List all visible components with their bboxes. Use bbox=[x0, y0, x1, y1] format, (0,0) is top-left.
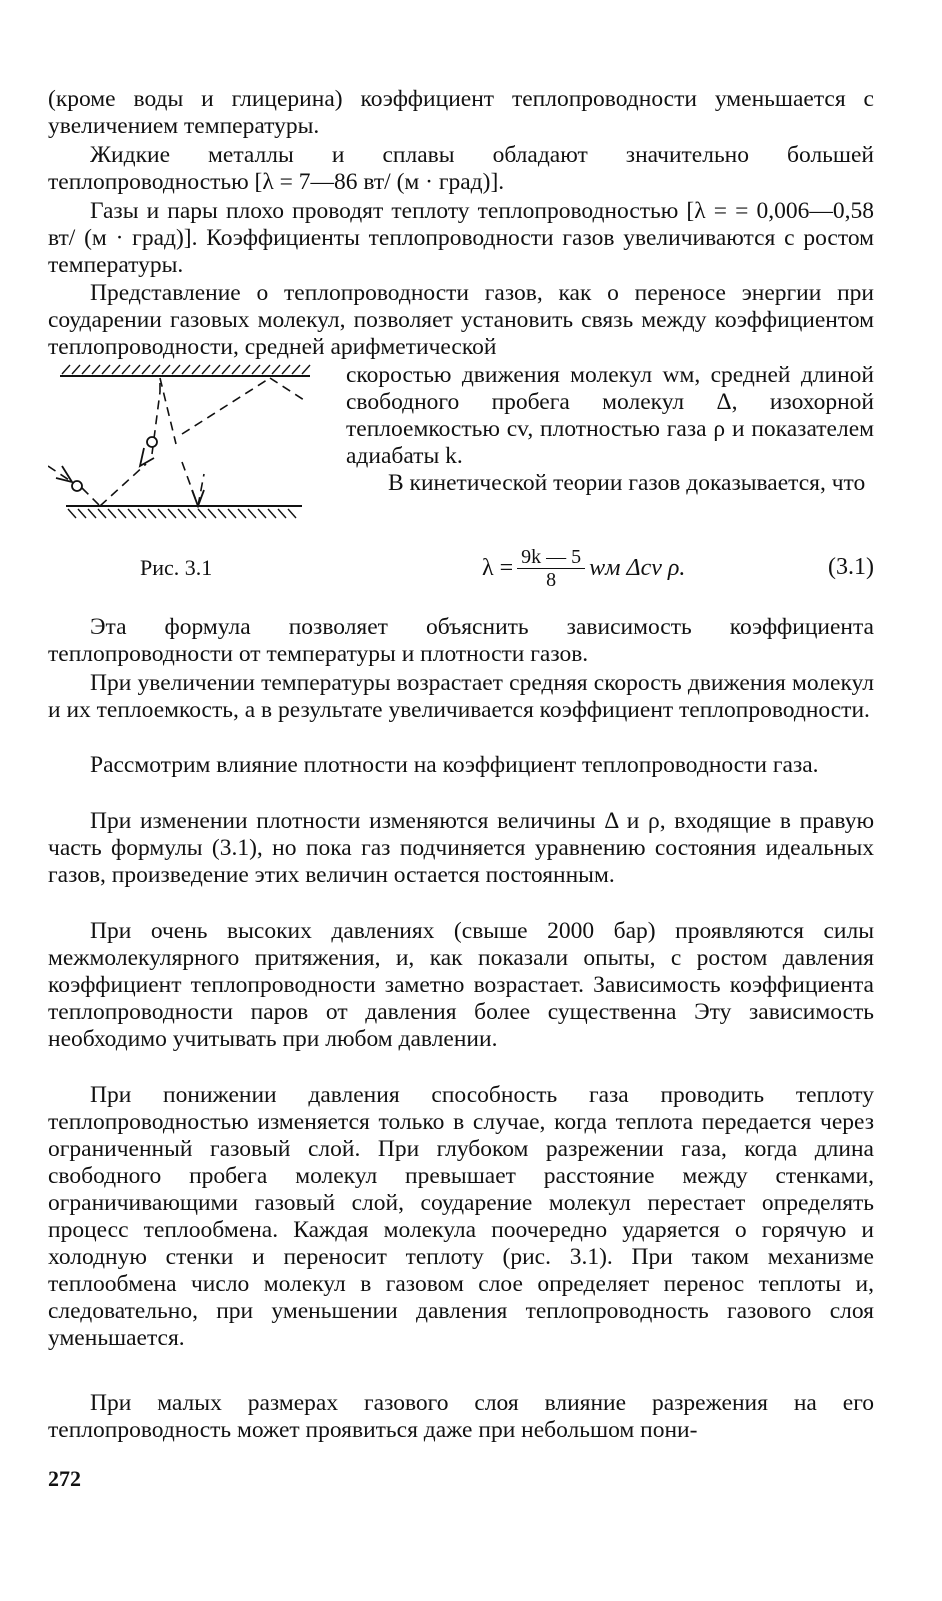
formula-denominator: 8 bbox=[546, 568, 557, 591]
paragraph-2: Жидкие металлы и сплавы обладают значительно большей теплопроводностью [λ = 7—86 вт/ (м · град)]. bbox=[48, 142, 874, 195]
molecule-wall-diagram bbox=[48, 362, 338, 532]
paragraph-11: При понижении давления способность газа проводить теплоту теплопроводностью изменяется только в случае, когда теплота передается через ограниченный газовый слой. При глубоком разрежении газа, когда длина свободного пробега молекул превышает расстояние между стенками, ограничивающими газовый слой, соударение молекул перестает определять процесс теплообмена. Каждая молекула поочередно ударяется о горячую и холодную стенки и переносит теплоту (рис. 3.1). При таком механизме теплообмена число молекул в газовом слое определяет перенос теплоты и, следовательно, при уменьшении давления теплопроводность газового слоя уменьшается. bbox=[48, 1082, 874, 1351]
figure-3-1 bbox=[48, 362, 338, 532]
paragraph-12: При малых размерах газового слоя влияние разрежения на его теплопроводность может проявиться даже при небольшом пони- bbox=[48, 1390, 874, 1443]
paragraph-5: В кинетической теории газов доказывается, что bbox=[388, 470, 866, 496]
paragraph-10: При очень высоких давлениях (свыше 2000 бар) проявляются силы межмолекулярного притяжения, и, как показали опыты, с ростом давления коэффициент теплопроводности заметно возрастает. Зависимость коэффициента теплопроводности паров от давления более существенна Эту зависимость необходимо учитывать при любом давлении. bbox=[48, 918, 874, 1052]
paragraph-3: Газы и пары плохо проводят теплоту теплопроводностью [λ = = 0,006—0,58 вт/ (м · град)]. Коэффициенты теплопроводности газов увеличиваются с ростом температуры. bbox=[48, 198, 874, 278]
paragraph-1: (кроме воды и глицерина) коэффициент теплопроводности уменьшается с увеличением температуры. bbox=[48, 86, 874, 139]
figure-caption: Рис. 3.1 bbox=[140, 555, 213, 580]
page-number: 272 bbox=[48, 1466, 81, 1491]
equation-number: (3.1) bbox=[828, 554, 874, 580]
paragraph-7: При увеличении температуры возрастает средняя скорость движения молекул и их теплоемкость, а в результате увеличивается коэффициент теплопроводности. bbox=[48, 670, 874, 723]
figure-side-text bbox=[346, 362, 874, 497]
formula-numerator: 9k — 5 bbox=[517, 546, 585, 569]
paragraph-6: Эта формула позволяет объяснить зависимость коэффициента теплопроводности от температуры и плотности газов. bbox=[48, 614, 874, 667]
paragraph-4-continued: скоростью движения молекул wм, средней длиной свободного пробега молекул Δ, изохорной теплоемкостью cv, плотностью газа ρ и показателем адиабаты k. bbox=[346, 362, 874, 469]
formula-3-1 bbox=[346, 538, 874, 598]
paragraph-4: Представление о теплопроводности газов, как о переносе энергии при соударении газовых молекул, позволяет установить связь между коэффициентом теплопроводности, средней арифметической bbox=[48, 280, 874, 360]
paragraph-8: Рассмотрим влияние плотности на коэффициент теплопроводности газа. bbox=[90, 752, 819, 778]
formula-fraction bbox=[517, 546, 585, 591]
paragraph-9: При изменении плотности изменяются величины Δ и ρ, входящие в правую часть формулы (3.1), но пока газ подчиняется уравнению состояния идеальных газов, произведение этих величин остается постоянным. bbox=[48, 808, 874, 888]
formula-lhs: λ = bbox=[482, 554, 514, 581]
figure-block bbox=[48, 362, 874, 602]
formula-rhs: wм Δcv ρ. bbox=[589, 554, 686, 581]
formula-expression bbox=[482, 538, 685, 598]
